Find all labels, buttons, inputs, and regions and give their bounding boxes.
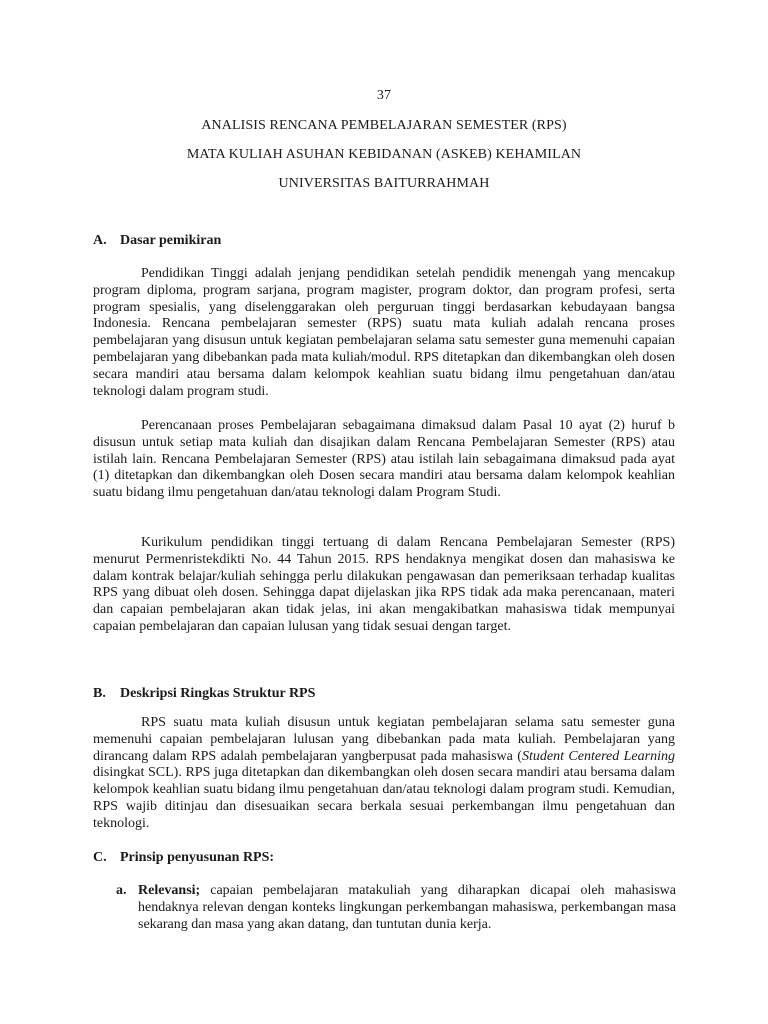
list-item-relevansi xyxy=(116,883,676,933)
document-title-line-3: UNIVERSITAS BAITURRAHMAH xyxy=(278,176,490,191)
section-b-heading xyxy=(93,686,315,703)
section-a-paragraph-2: Perencanaan proses Pembelajaran sebagaimana dimaksud dalam Pasal 10 ayat (2) huruf b disusun untuk setiap mata kuliah dan disajikan dalam Rencana Pembelajaran Semester (RPS) atau istilah lain. Rencana Pembelajaran Semester (RPS) atau istilah lain sebagaimana dimaksud pada ayat (1) ditetapkan dan dikembangkan oleh Dosen secara mandiri atau bersama dalam kelompok keahlian suatu bidang ilmu pengetahuan dan/atau teknologi dalam Program Studi. xyxy=(93,418,675,501)
section-b-letter: B. xyxy=(93,686,106,701)
section-c-title: Prinsip penyusunan RPS: xyxy=(120,850,275,865)
section-c-heading xyxy=(93,850,274,867)
page-number: 37 xyxy=(376,88,392,103)
list-item-term: Relevansi; xyxy=(138,883,201,898)
section-b-text-end: disingkat SCL). RPS juga ditetapkan dan dikembangkan oleh dosen secara mandiri atau bersama dalam kelompok keahlian suatu bidang ilmu pengetahuan dan/atau teknologi dalam program studi. Kemudian, RPS wajib ditinjau dan disesuaikan secara berkala sesuai perkembangan ilmu pengetahuan dan teknologi. xyxy=(93,765,675,831)
section-b-paragraph xyxy=(93,715,675,833)
section-b-italic-term: Student Centered Learning xyxy=(521,748,675,764)
list-item-body xyxy=(138,883,676,933)
section-a-paragraph-3: Kurikulum pendidikan tinggi tertuang di dalam Rencana Pembelajaran Semester (RPS) menurut Permenristekdikti No. 44 Tahun 2015. RPS hendaknya mengikat dosen dan mahasiswa ke dalam kontrak belajar/kuliah sehingga perlu dilakukan pengawasan dan pemeriksaan terhadap kualitas RPS yang dibuat oleh dosen. Sehingga dapat dijelaskan jika RPS tidak ada maka perencanaan, materi dan capaian pembelajaran akan tidak jelas, ini akan mengakibatkan mahasiswa tidak mempunyai capaian pembelajaran dan capaian lulusan yang tidak sesuai dengan target. xyxy=(93,535,675,634)
document-title-line-1: ANALISIS RENCANA PEMBELAJARAN SEMESTER (RPS) xyxy=(201,118,567,133)
section-a-heading xyxy=(93,233,221,250)
section-b-title: Deskripsi Ringkas Struktur RPS xyxy=(120,686,316,701)
section-a-title: Dasar pemikiran xyxy=(120,233,222,248)
section-c-letter: C. xyxy=(93,850,107,865)
document-title-line-2: MATA KULIAH ASUHAN KEBIDANAN (ASKEB) KEHAMILAN xyxy=(186,147,582,162)
section-a-paragraph-1: Pendidikan Tinggi adalah jenjang pendidikan setelah pendidik menengah yang mencakup program diploma, program sarjana, program magister, program doktor, dan program profesi, serta program spesialis, yang diselenggarakan oleh perguruan tinggi berdasarkan kebudayaan bangsa Indonesia. Rencana pembelajaran semester (RPS) suatu mata kuliah adalah rencana proses pembelajaran yang disusun untuk kegiatan pembelajaran selama satu semester guna memenuhi capaian pembelajaran yang dibebankan pada mata kuliah/modul. RPS ditetapkan dan dikembangkan oleh dosen secara mandiri atau bersama dalam kelompok keahlian suatu bidang ilmu pengetahuan dan/atau teknologi dalam program studi. xyxy=(93,266,675,399)
list-item-marker: a. xyxy=(116,883,127,898)
section-b-text-start: RPS suatu mata kuliah disusun untuk kegiatan pembelajaran selama satu semester guna memenuhi capaian pembelajaran lulusan yang dibebankan pada mata kuliah. Pembelajaran yang dirancang dalam RPS adalah pembelajaran yangberpusat pada mahasiswa ( xyxy=(93,715,675,764)
section-a-letter: A. xyxy=(93,233,107,248)
list-item-text: capaian pembelajaran matakuliah yang diharapkan dicapai oleh mahasiswa hendaknya relevan dengan konteks lingkungan perkembangan mahasiswa, perkembangan masa sekarang dan masa yang akan datang, dan tuntutan dunia kerja. xyxy=(138,883,676,932)
